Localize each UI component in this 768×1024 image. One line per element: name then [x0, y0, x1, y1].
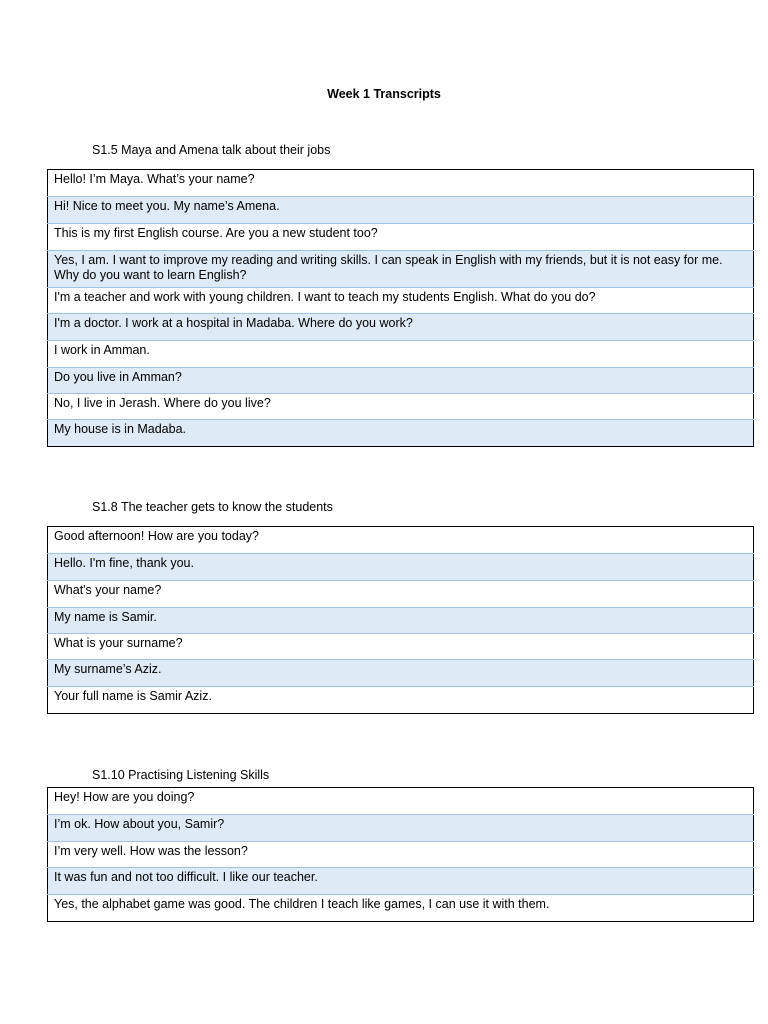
transcript-line: Your full name is Samir Aziz.: [48, 687, 754, 714]
transcript-line: It was fun and not too difficult. I like our teacher.: [48, 868, 754, 895]
table-row: [48, 788, 754, 815]
table-row: [48, 224, 754, 251]
table-row: [48, 394, 754, 420]
table-row: [48, 314, 754, 341]
transcript-line: This is my first English course. Are you a new student too?: [48, 224, 754, 251]
transcript-line: I work in Amman.: [48, 341, 754, 368]
transcript-line: I'm a teacher and work with young children. I want to teach my students English. What do you do?: [48, 288, 754, 314]
transcript-line: I'm a doctor. I work at a hospital in Madaba. Where do you work?: [48, 314, 754, 341]
transcript-line: Yes, the alphabet game was good. The children I teach like games, I can use it with them.: [48, 895, 754, 922]
transcript-line: Hello! I’m Maya. What’s your name?: [54, 172, 255, 186]
section-heading-s1-5: S1.5 Maya and Amena talk about their jobs: [92, 143, 331, 157]
table-row: [48, 634, 754, 660]
transcript-line: Hello. I'm fine, thank you.: [48, 554, 754, 581]
transcript-line: What's your name?: [48, 581, 754, 608]
table-row: [48, 842, 754, 868]
transcript-line: Yes, I am. I want to improve my reading and writing skills. I can speak in English with my friends, but it is not easy for me. Why do you want to learn English?: [48, 251, 754, 288]
table-row: [48, 660, 754, 687]
table-row: [48, 815, 754, 842]
table-row: [48, 581, 754, 608]
table-row: [48, 527, 754, 554]
transcript-line: Hi! Nice to meet you. My name’s Amena.: [48, 197, 754, 224]
transcript-line: Good afternoon! How are you today?: [54, 529, 259, 543]
transcript-line: Hey! How are you doing?: [54, 790, 195, 804]
transcript-line: Do you live in Amman?: [48, 368, 754, 394]
transcript-line: My name is Samir.: [48, 608, 754, 634]
table-row: [48, 687, 754, 714]
table-row: [48, 895, 754, 922]
table-row: [48, 554, 754, 581]
table-row: [48, 170, 754, 197]
table-row: [48, 251, 754, 288]
transcript-table-s1-5: [47, 169, 754, 447]
table-row: [48, 608, 754, 634]
transcript-line: My house is in Madaba.: [48, 420, 754, 447]
table-row: [48, 368, 754, 394]
transcript-table-s1-8: [47, 526, 754, 714]
transcript-line: My surname’s Aziz.: [48, 660, 754, 687]
table-row: [48, 868, 754, 895]
table-row: [48, 420, 754, 447]
section-heading-s1-10: S1.10 Practising Listening Skills: [92, 768, 270, 782]
transcript-line: I’m very well. How was the lesson?: [48, 842, 754, 868]
section-heading-s1-8: S1.8 The teacher gets to know the students: [92, 500, 333, 514]
table-row: [48, 197, 754, 224]
transcript-line: What is your surname?: [48, 634, 754, 660]
transcript-line: No, I live in Jerash. Where do you live?: [48, 394, 754, 420]
transcript-line: I’m ok. How about you, Samir?: [48, 815, 754, 842]
table-row: [48, 341, 754, 368]
page-title: Week 1 Transcripts: [327, 87, 441, 101]
transcript-table-s1-10: [47, 787, 754, 922]
table-row: [48, 288, 754, 314]
